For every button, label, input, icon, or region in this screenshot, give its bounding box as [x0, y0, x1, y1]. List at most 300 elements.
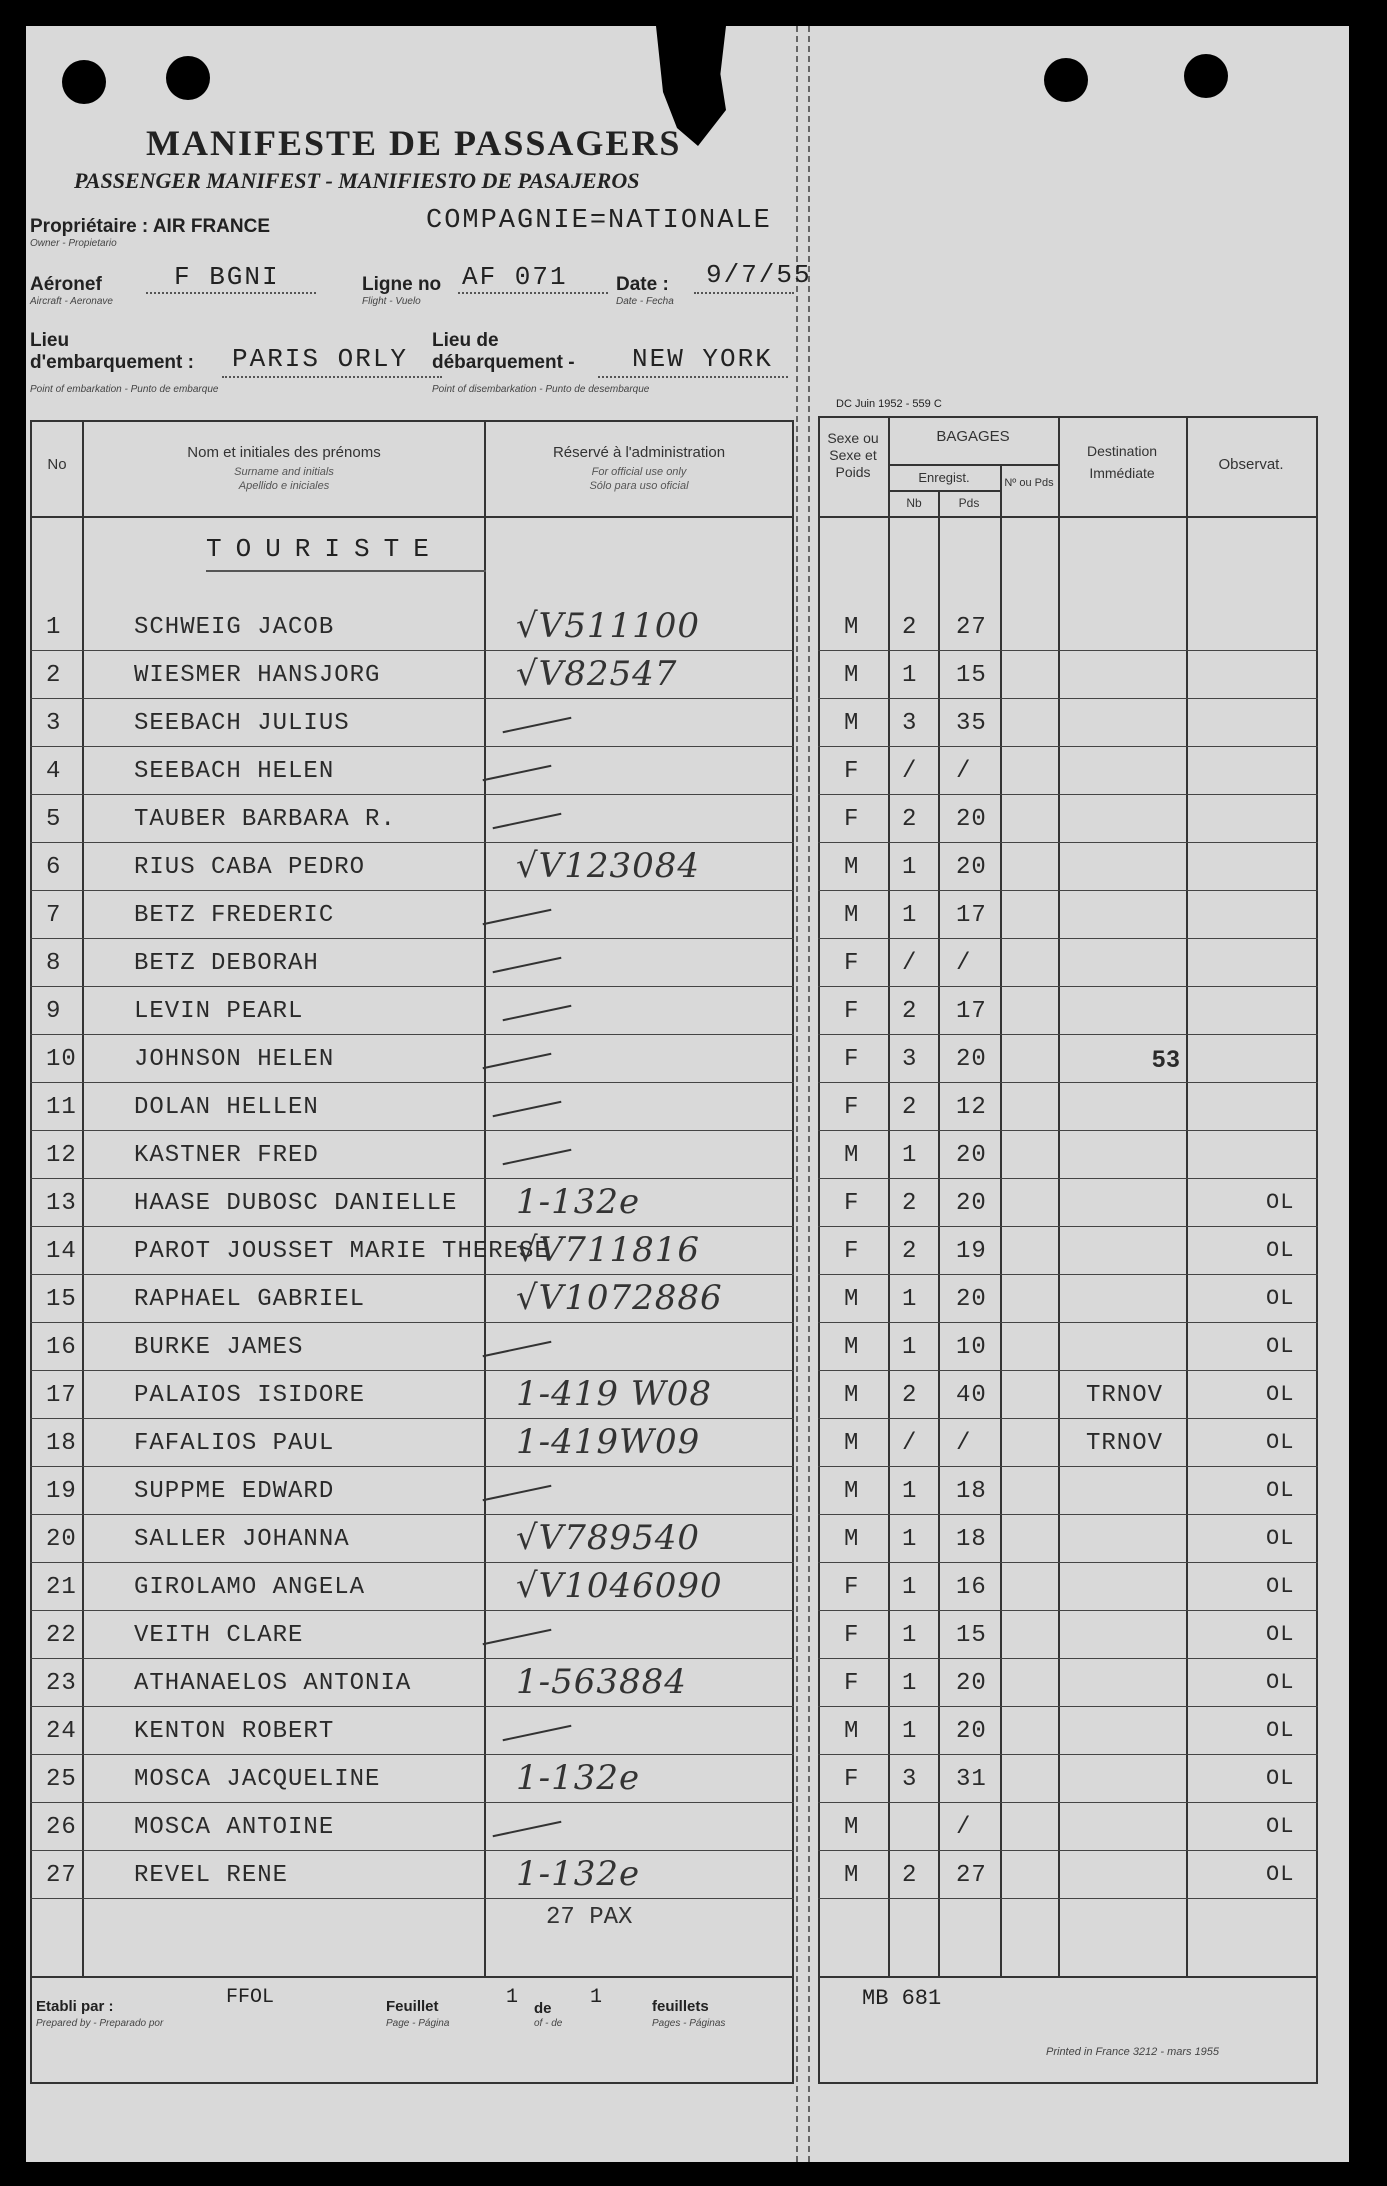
- row-divider: [818, 1178, 1318, 1179]
- passenger-sex: M: [844, 1334, 860, 1361]
- embark-value: PARIS ORLY: [232, 344, 409, 374]
- baggage-count: 3: [902, 710, 918, 737]
- baggage-count: 1: [902, 1334, 918, 1361]
- class-label: TOURISTE: [206, 534, 443, 564]
- baggage-count: /: [902, 758, 918, 785]
- footer-bottom-left: [30, 2082, 794, 2084]
- feuillet-label: Feuillet: [386, 1998, 439, 2015]
- destination: TRNOV: [1086, 1382, 1164, 1409]
- baggage-weight: 16: [956, 1574, 987, 1601]
- observation: OL: [1266, 1334, 1295, 1359]
- row-number: 1: [46, 614, 62, 641]
- row-divider: [30, 1898, 794, 1899]
- col-header-no-pds: Nº ou Pds: [1004, 477, 1054, 489]
- row-divider: [30, 1802, 794, 1803]
- disembark-sublabel: Point of disembarkation - Punto de desembarque: [432, 384, 650, 395]
- baggage-weight: 17: [956, 998, 987, 1025]
- admin-notation: 1-132e: [516, 1854, 641, 1894]
- admin-check-stroke: [503, 1725, 572, 1742]
- destination: TRNOV: [1086, 1430, 1164, 1457]
- feuillet-value: 1: [506, 1986, 519, 2009]
- baggage-weight: 20: [956, 1190, 987, 1217]
- row-divider: [818, 1658, 1318, 1659]
- observation: OL: [1266, 1430, 1295, 1455]
- feuillets-label: feuillets: [652, 1998, 709, 2015]
- admin-notation: 1-132e: [516, 1758, 641, 1798]
- punch-hole: [62, 60, 106, 104]
- baggage-weight: /: [956, 758, 972, 785]
- passenger-sex: F: [844, 806, 860, 833]
- passenger-sex: M: [844, 1430, 860, 1457]
- row-divider: [818, 650, 1318, 651]
- row-divider: [818, 1706, 1318, 1707]
- passenger-name: REVEL RENE: [134, 1862, 289, 1889]
- table-top-right: [818, 416, 1318, 418]
- table-bottom-right: [818, 1976, 1318, 1978]
- passenger-sex: M: [844, 854, 860, 881]
- row-divider: [818, 794, 1318, 795]
- row-number: 18: [46, 1430, 77, 1457]
- admin-check-stroke: [483, 1053, 552, 1070]
- admin-notation: √V711816: [516, 1230, 701, 1270]
- passenger-sex: M: [844, 902, 860, 929]
- row-divider: [30, 1418, 794, 1419]
- col-header-observ: Observat.: [1218, 456, 1284, 473]
- baggage-weight: 20: [956, 1046, 987, 1073]
- baggage-weight: 12: [956, 1094, 987, 1121]
- disembark-value: NEW YORK: [632, 344, 773, 374]
- row-number: 24: [46, 1718, 77, 1745]
- row-divider: [818, 1514, 1318, 1515]
- row-number: 7: [46, 902, 62, 929]
- baggage-count: 1: [902, 902, 918, 929]
- col-header-enregist: Enregist.: [918, 470, 970, 485]
- admin-check-stroke: [483, 1629, 552, 1646]
- col-header-pds: Pds: [958, 496, 980, 510]
- col-line: [1000, 464, 1002, 1976]
- row-divider: [818, 1082, 1318, 1083]
- passenger-sex: F: [844, 950, 860, 977]
- underline: [222, 376, 442, 378]
- admin-check-stroke: [483, 1341, 552, 1358]
- col-line: [818, 416, 820, 2082]
- col-header-bagages: BAGAGES: [936, 428, 1010, 445]
- admin-check-stroke: [483, 1485, 552, 1502]
- row-divider: [30, 1034, 794, 1035]
- row-number: 3: [46, 710, 62, 737]
- date-value: 9/7/55: [706, 260, 812, 290]
- baggage-weight: 10: [956, 1334, 987, 1361]
- admin-notation: √V511100: [516, 606, 701, 646]
- passenger-name: MOSCA ANTOINE: [134, 1814, 335, 1841]
- passenger-name: RIUS CABA PEDRO: [134, 854, 366, 881]
- col-header-no: No: [47, 456, 67, 473]
- passenger-name: SALLER JOHANNA: [134, 1526, 350, 1553]
- row-number: 22: [46, 1622, 77, 1649]
- baggage-weight: 20: [956, 1718, 987, 1745]
- flight-value: AF 071: [462, 262, 568, 292]
- passenger-name: VEITH CLARE: [134, 1622, 304, 1649]
- baggage-count: 2: [902, 1238, 918, 1265]
- admin-check-stroke: [503, 1149, 572, 1166]
- row-divider: [30, 842, 794, 843]
- flight-sublabel: Flight - Vuelo: [362, 296, 421, 307]
- passenger-sex: M: [844, 1478, 860, 1505]
- admin-notation: 1-132e: [516, 1182, 641, 1222]
- baggage-count: 2: [902, 1094, 918, 1121]
- baggage-weight: 18: [956, 1526, 987, 1553]
- passenger-name: MOSCA JACQUELINE: [134, 1766, 381, 1793]
- etabli-sublabel: Prepared by - Preparado por: [36, 2018, 164, 2029]
- row-number: 6: [46, 854, 62, 881]
- observation: OL: [1266, 1190, 1295, 1215]
- row-number: 4: [46, 758, 62, 785]
- baggage-count: 2: [902, 614, 918, 641]
- passenger-sex: M: [844, 1814, 860, 1841]
- baggage-count: 1: [902, 1670, 918, 1697]
- passenger-name: BURKE JAMES: [134, 1334, 304, 1361]
- row-divider: [30, 1130, 794, 1131]
- total-pax: 27 PAX: [546, 1904, 633, 1931]
- admin-check-stroke: [493, 1821, 562, 1838]
- row-divider: [818, 1466, 1318, 1467]
- aircraft-sublabel: Aircraft - Aeronave: [30, 296, 113, 307]
- observation: OL: [1266, 1382, 1295, 1407]
- row-divider: [30, 1514, 794, 1515]
- admin-notation: 1-419W09: [516, 1422, 701, 1462]
- row-number: 17: [46, 1382, 77, 1409]
- baggage-count: 1: [902, 1622, 918, 1649]
- baggage-weight: /: [956, 950, 972, 977]
- passenger-sex: F: [844, 1190, 860, 1217]
- disembark-label: Lieu de débarquement -: [432, 330, 575, 373]
- etabli-value: FFOL: [226, 1986, 275, 2009]
- row-number: 25: [46, 1766, 77, 1793]
- admin-check-stroke: [483, 765, 552, 782]
- passenger-name: RAPHAEL GABRIEL: [134, 1286, 366, 1313]
- passenger-sex: F: [844, 1238, 860, 1265]
- passenger-name: WIESMER HANSJORG: [134, 662, 381, 689]
- admin-check-stroke: [503, 1005, 572, 1022]
- passenger-name: KASTNER FRED: [134, 1142, 319, 1169]
- row-divider: [30, 1706, 794, 1707]
- underline: [694, 292, 794, 294]
- observation: OL: [1266, 1286, 1295, 1311]
- row-divider: [818, 1370, 1318, 1371]
- row-divider: [30, 1562, 794, 1563]
- row-divider: [30, 1754, 794, 1755]
- row-number: 23: [46, 1670, 77, 1697]
- owner-value: COMPAGNIE=NATIONALE: [426, 206, 772, 236]
- footer-bottom-right: [818, 2082, 1318, 2084]
- baggage-weight: 20: [956, 1670, 987, 1697]
- row-divider: [818, 938, 1318, 939]
- row-divider: [30, 1082, 794, 1083]
- observation: OL: [1266, 1814, 1295, 1839]
- admin-check-stroke: [483, 909, 552, 926]
- passenger-sex: F: [844, 1766, 860, 1793]
- feuillet-sublabel: Page - Página: [386, 2018, 450, 2029]
- baggage-weight: 19: [956, 1238, 987, 1265]
- passenger-name: TAUBER BARBARA R.: [134, 806, 396, 833]
- col-header-name: Nom et initiales des prénoms: [187, 444, 381, 461]
- row-divider: [818, 1226, 1318, 1227]
- row-divider: [30, 1370, 794, 1371]
- admin-notation: √V123084: [516, 846, 701, 886]
- passenger-name: SUPPME EDWARD: [134, 1478, 335, 1505]
- observation: OL: [1266, 1574, 1295, 1599]
- passenger-name: BETZ DEBORAH: [134, 950, 319, 977]
- col-line: [484, 420, 486, 1976]
- row-divider: [818, 842, 1318, 843]
- row-divider: [30, 1466, 794, 1467]
- baggage-weight: 20: [956, 1142, 987, 1169]
- baggage-count: 2: [902, 998, 918, 1025]
- row-divider: [818, 890, 1318, 891]
- header-bottom-left: [30, 516, 794, 518]
- row-number: 26: [46, 1814, 77, 1841]
- baggage-count: 2: [902, 1862, 918, 1889]
- row-number: 12: [46, 1142, 77, 1169]
- printed-note: Printed in France 3212 - mars 1955: [1046, 2046, 1220, 2058]
- row-divider: [30, 1850, 794, 1851]
- page-subtitle: PASSENGER MANIFEST - MANIFIESTO DE PASAJEROS: [74, 168, 640, 193]
- col-header-destination: Destination Immédiate: [1086, 443, 1158, 481]
- baggage-weight: 27: [956, 1862, 987, 1889]
- baggage-count: /: [902, 950, 918, 977]
- bagages-divider: [888, 464, 1058, 466]
- col-line: [1316, 416, 1318, 2082]
- observation: OL: [1266, 1670, 1295, 1695]
- passenger-sex: F: [844, 1094, 860, 1121]
- admin-notation: 1-419 W08: [516, 1374, 713, 1414]
- passenger-name: DOLAN HELLEN: [134, 1094, 319, 1121]
- baggage-weight: 31: [956, 1766, 987, 1793]
- feuillets-sublabel: Pages - Páginas: [652, 2018, 726, 2029]
- col-header-admin-sub: For official use only: [591, 466, 687, 478]
- row-divider: [30, 698, 794, 699]
- baggage-count: 3: [902, 1766, 918, 1793]
- owner-label: Propriétaire : AIR FRANCE: [30, 216, 270, 237]
- col-line: [30, 420, 32, 2082]
- col-header-name-sub: Apellido e iniciales: [238, 480, 330, 492]
- row-divider: [30, 794, 794, 795]
- row-number: 16: [46, 1334, 77, 1361]
- baggage-weight: 20: [956, 854, 987, 881]
- baggage-count: 1: [902, 1142, 918, 1169]
- row-divider: [818, 1562, 1318, 1563]
- baggage-count: 1: [902, 1286, 918, 1313]
- passenger-name: FAFALIOS PAUL: [134, 1430, 335, 1457]
- baggage-weight: 20: [956, 1286, 987, 1313]
- aircraft-value: F BGNI: [174, 262, 280, 292]
- flight-label: Ligne no: [362, 274, 442, 295]
- etabli-label: Etabli par :: [36, 1998, 114, 2015]
- passenger-name: SCHWEIG JACOB: [134, 614, 335, 641]
- de-value: 1: [590, 1986, 603, 2009]
- passenger-sex: M: [844, 662, 860, 689]
- row-number: 27: [46, 1862, 77, 1889]
- row-number: 20: [46, 1526, 77, 1553]
- punch-hole: [166, 56, 210, 100]
- row-number: 19: [46, 1478, 77, 1505]
- passenger-sex: F: [844, 758, 860, 785]
- passenger-sex: M: [844, 1142, 860, 1169]
- row-number: 14: [46, 1238, 77, 1265]
- row-divider: [818, 1418, 1318, 1419]
- row-number: 8: [46, 950, 62, 977]
- baggage-weight: 17: [956, 902, 987, 929]
- date-sublabel: Date - Fecha: [616, 296, 674, 307]
- row-divider: [818, 698, 1318, 699]
- col-line: [792, 420, 794, 2082]
- passenger-sex: M: [844, 1382, 860, 1409]
- passenger-name: SEEBACH HELEN: [134, 758, 335, 785]
- row-number: 9: [46, 998, 62, 1025]
- fold-line: [796, 26, 810, 2162]
- observation: OL: [1266, 1718, 1295, 1743]
- baggage-weight: /: [956, 1430, 972, 1457]
- passenger-sex: F: [844, 998, 860, 1025]
- table-bottom-left: [30, 1976, 794, 1978]
- row-divider: [818, 1610, 1318, 1611]
- col-header-name-sub: Surname and initials: [234, 466, 334, 478]
- passenger-name: BETZ FREDERIC: [134, 902, 335, 929]
- row-divider: [818, 1130, 1318, 1131]
- passenger-name: PAROT JOUSSET MARIE THERESE: [134, 1238, 550, 1265]
- baggage-weight: /: [956, 1814, 972, 1841]
- admin-check-stroke: [493, 813, 562, 830]
- row-divider: [818, 986, 1318, 987]
- underline: [598, 376, 788, 378]
- passenger-sex: F: [844, 1670, 860, 1697]
- admin-check-stroke: [493, 1101, 562, 1118]
- baggage-count: 1: [902, 662, 918, 689]
- observation: OL: [1266, 1862, 1295, 1887]
- punch-hole: [1184, 54, 1228, 98]
- embark-sublabel: Point of embarkation - Punto de embarque: [30, 384, 219, 395]
- row-number: 5: [46, 806, 62, 833]
- row-divider: [818, 1850, 1318, 1851]
- col-header-admin: Réservé à l'administration: [552, 444, 726, 461]
- passenger-name: JOHNSON HELEN: [134, 1046, 335, 1073]
- row-divider: [818, 1898, 1318, 1899]
- admin-notation: √V789540: [516, 1518, 701, 1558]
- observation: OL: [1266, 1766, 1295, 1791]
- row-divider: [30, 1322, 794, 1323]
- header-bottom-right: [818, 516, 1318, 518]
- aircraft-label: Aéronef: [30, 274, 102, 295]
- underline: [146, 292, 316, 294]
- baggage-count: 2: [902, 806, 918, 833]
- passenger-sex: F: [844, 1046, 860, 1073]
- admin-check-stroke: [493, 957, 562, 974]
- admin-notation: √V82547: [516, 654, 678, 694]
- row-number: 2: [46, 662, 62, 689]
- passenger-name: LEVIN PEARL: [134, 998, 304, 1025]
- admin-notation: √V1072886: [516, 1278, 723, 1318]
- row-divider: [30, 746, 794, 747]
- col-line: [82, 420, 84, 1976]
- row-divider: [30, 1178, 794, 1179]
- row-divider: [818, 1322, 1318, 1323]
- row-divider: [30, 1226, 794, 1227]
- embark-label: Lieu d'embarquement :: [30, 330, 194, 373]
- row-divider: [818, 746, 1318, 747]
- passenger-name: GIROLAMO ANGELA: [134, 1574, 366, 1601]
- passenger-sex: M: [844, 1862, 860, 1889]
- row-divider: [818, 1802, 1318, 1803]
- row-number: 21: [46, 1574, 77, 1601]
- baggage-weight: 27: [956, 614, 987, 641]
- form-reference: MB 681: [862, 1986, 942, 2011]
- date-label: Date :: [616, 274, 669, 295]
- passenger-sex: M: [844, 1286, 860, 1313]
- row-divider: [30, 1274, 794, 1275]
- de-label: de: [534, 2000, 552, 2017]
- row-divider: [818, 1754, 1318, 1755]
- passenger-sex: F: [844, 1622, 860, 1649]
- baggage-weight: 18: [956, 1478, 987, 1505]
- de-sublabel: of - de: [534, 2018, 563, 2029]
- passenger-sex: M: [844, 614, 860, 641]
- baggage-weight: 40: [956, 1382, 987, 1409]
- passenger-name: ATHANAELOS ANTONIA: [134, 1670, 412, 1697]
- underline: [458, 292, 608, 294]
- col-header-admin-sub: Sólo para uso oficial: [589, 480, 689, 492]
- row-number: 15: [46, 1286, 77, 1313]
- row-divider: [30, 650, 794, 651]
- passenger-sex: M: [844, 710, 860, 737]
- col-header-sex: Sexe ou Sexe et Poids: [827, 430, 879, 480]
- class-underline: [206, 570, 486, 572]
- table-top-left: [30, 420, 794, 422]
- manifest-sheet: [26, 26, 1349, 2162]
- passenger-name: HAASE DUBOSC DANIELLE: [134, 1190, 458, 1217]
- row-number: 11: [46, 1094, 77, 1121]
- observation: OL: [1266, 1478, 1295, 1503]
- row-number: 10: [46, 1046, 77, 1073]
- baggage-weight: 20: [956, 806, 987, 833]
- baggage-weight: 35: [956, 710, 987, 737]
- baggage-count: 1: [902, 1478, 918, 1505]
- col-header-nb: Nb: [906, 496, 922, 510]
- destination: 53: [1152, 1046, 1181, 1073]
- baggage-count: 1: [902, 1574, 918, 1601]
- form-code: DC Juin 1952 - 559 C: [836, 398, 942, 410]
- punch-hole: [1044, 58, 1088, 102]
- passenger-sex: F: [844, 1574, 860, 1601]
- baggage-weight: 15: [956, 1622, 987, 1649]
- passenger-name: KENTON ROBERT: [134, 1718, 335, 1745]
- observation: OL: [1266, 1622, 1295, 1647]
- observation: OL: [1266, 1238, 1295, 1263]
- observation: OL: [1266, 1526, 1295, 1551]
- row-divider: [30, 890, 794, 891]
- row-divider: [30, 938, 794, 939]
- baggage-count: 2: [902, 1382, 918, 1409]
- row-divider: [818, 1274, 1318, 1275]
- baggage-count: 1: [902, 1526, 918, 1553]
- row-divider: [818, 1034, 1318, 1035]
- baggage-count: 2: [902, 1190, 918, 1217]
- owner-sublabel: Owner - Propietario: [30, 238, 117, 249]
- row-divider: [30, 1658, 794, 1659]
- enregist-divider: [888, 490, 1000, 492]
- baggage-weight: 15: [956, 662, 987, 689]
- baggage-count: 3: [902, 1046, 918, 1073]
- page-title: MANIFESTE DE PASSAGERS: [146, 123, 682, 163]
